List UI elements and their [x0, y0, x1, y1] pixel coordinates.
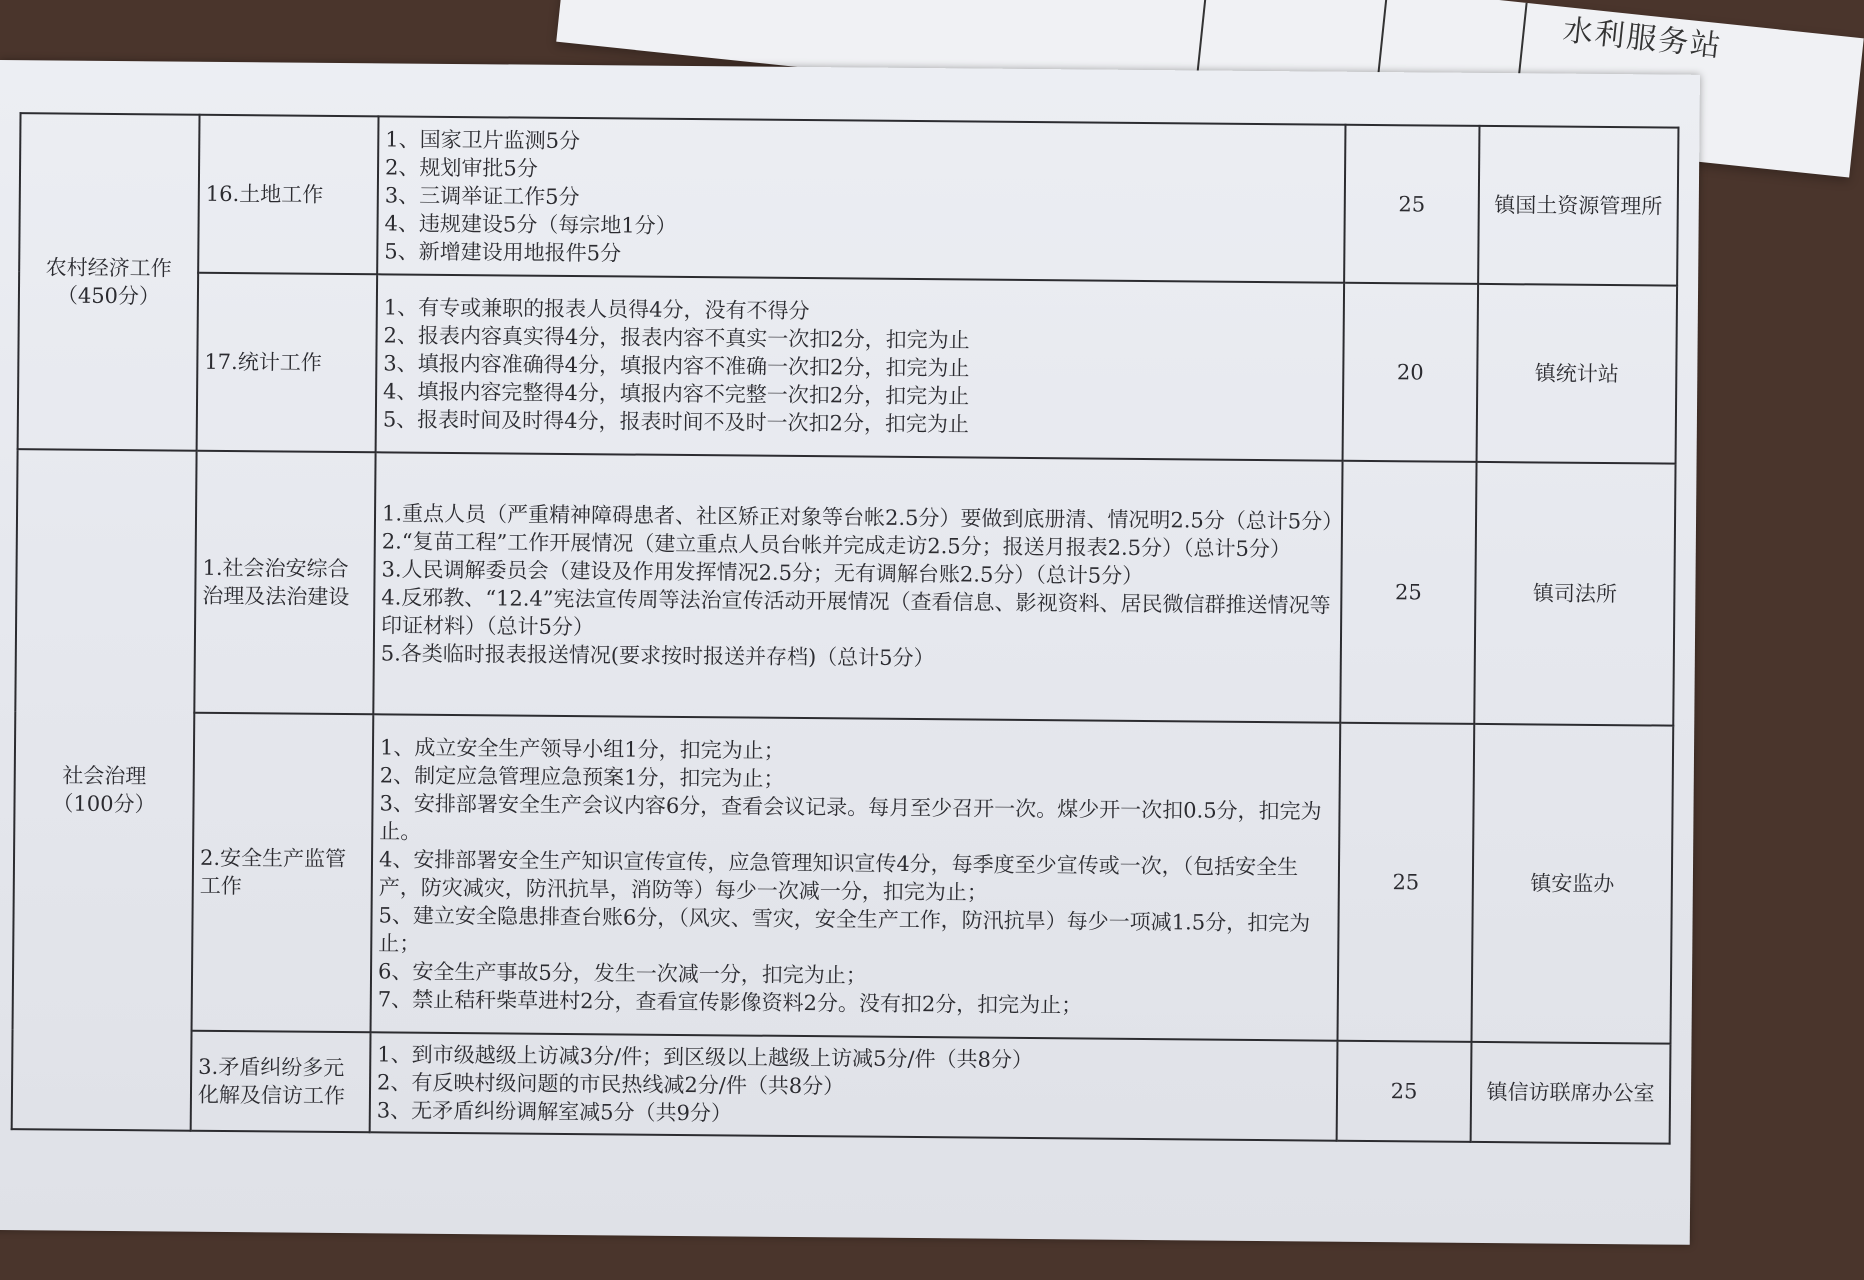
category-points: （450分）: [56, 283, 161, 309]
criteria-cell: [370, 1032, 1338, 1140]
criteria-line: 2.“复苗工程”工作开展情况（建立重点人员台帐并完成走访2.5分；报送月报表2.5分）（总计5分）: [381, 529, 1292, 562]
item-name: 3.矛盾纠纷多元化解及信访工作: [191, 1031, 371, 1133]
criteria-line: 1、到市级越级上访减3分/件；到区级以上越级上访减5分/件（共8分）: [377, 1042, 1034, 1073]
criteria-line: 3.人民调解委员会（建设及作用发挥情况2.5分；无有调解台账2.5分）（总计5分）: [381, 557, 1144, 588]
criteria-line: 2、有反映村级问题的市民热线减2分/件（共8分）: [376, 1070, 845, 1099]
score-value: 20: [1343, 283, 1479, 462]
table-row: [12, 1029, 1671, 1143]
criteria-line: 5、报表时间及时得4分，报表时间不及时一次扣2分，扣完为止: [382, 407, 970, 437]
category-label: 农村经济工作: [45, 255, 172, 281]
table-row: [19, 113, 1678, 285]
criteria-line: 1、有专或兼职的报表人员得4分，没有不得分: [383, 295, 810, 324]
criteria-line: 4、填报内容完整得4分，填报内容不完整一次扣2分，扣完为止: [383, 379, 970, 409]
criteria-line: 7、禁止秸秆柴草进村2分，查看宣传影像资料2分。没有扣2分，扣完为止；: [377, 987, 1083, 1018]
criteria-cell: [377, 116, 1345, 282]
criteria-cell: [376, 274, 1345, 460]
item-name: 1.社会治安综合治理及法治建设: [194, 451, 375, 715]
criteria-line: 4、安排部署安全生产知识宣传宣传，应急管理知识宣传4分，每季度至少宣传或一次，（包括安全生产，防灾减灾，防汛抗旱，消防等）每少一次减一分，扣完为止；: [378, 847, 1299, 905]
item-name: 17.统计工作: [197, 273, 378, 453]
criteria-line: 2、规划审批5分: [384, 155, 538, 181]
table-row: [13, 711, 1674, 1043]
document-page: [0, 60, 1700, 1245]
criteria-line: 3、无矛盾纠纷调解室减5分（共9分）: [376, 1098, 733, 1126]
criteria-line: 1.重点人员（严重精神障碍患者、社区矫正对象等台帐2.5分）要做到底册清、情况明2.5分（总计5分）: [381, 501, 1344, 534]
category-cell: [12, 449, 197, 1131]
category-points: （100分）: [52, 791, 156, 817]
table-row: [18, 271, 1677, 463]
background-sheet-text: 水利服务站: [1561, 12, 1724, 65]
score-value: 25: [1337, 723, 1474, 1042]
item-name: 2.安全生产监管工作: [192, 713, 374, 1033]
criteria-line: 4、违规建设5分（每宗地1分）: [384, 211, 677, 238]
table-row: [15, 449, 1675, 725]
category-label: 社会治理: [62, 763, 147, 789]
department-name: 镇统计站: [1477, 284, 1678, 464]
criteria-line: 1、成立安全生产领导小组1分，扣完为止；: [379, 735, 785, 763]
score-value: 25: [1337, 1041, 1472, 1142]
criteria-cell: [373, 452, 1342, 722]
score-value: 25: [1344, 125, 1479, 284]
criteria-line: 5、建立安全隐患排查台账6分，（风灾、雪灾，安全生产工作，防汛抗旱）每少一项减1.5分，扣完为止；: [378, 903, 1311, 956]
criteria-line: 5、新增建设用地报件5分: [384, 239, 622, 266]
department-name: 镇司法所: [1474, 462, 1675, 726]
criteria-line: 5.各类临时报表报送情况(要求按时报送并存档)（总计5分）: [380, 641, 935, 671]
department-name: 镇安监办: [1471, 724, 1673, 1044]
criteria-line: 6、安全生产事故5分，发生一次减一分，扣完为止；: [377, 959, 867, 988]
criteria-line: 1、国家卫片监测5分: [385, 127, 581, 154]
score-value: 25: [1340, 461, 1476, 724]
category-cell: [18, 113, 200, 451]
criteria-line: 4.反邪教、“12.4”宪法宣传周等法治宣传活动开展情况（查看信息、影视资料、居民微信群推送情况等印证材料）（总计5分）: [380, 585, 1331, 640]
criteria-cell: [371, 714, 1341, 1040]
department-name: 镇国土资源管理所: [1478, 126, 1678, 286]
criteria-line: 3、三调举证工作5分: [384, 183, 580, 210]
criteria-line: 2、制定应急管理应急预案1分，扣完为止；: [379, 763, 785, 791]
item-name: 16.土地工作: [198, 115, 378, 275]
criteria-line: 2、报表内容真实得4分，报表内容不真实一次扣2分，扣完为止: [383, 323, 970, 353]
criteria-line: 3、安排部署安全生产会议内容6分，查看会议记录。每月至少召开一次。煤少开一次扣0.5分，扣完为止。: [379, 791, 1322, 844]
criteria-line: 3、填报内容准确得4分，填报内容不准确一次扣2分，扣完为止: [383, 351, 970, 381]
assessment-table: [11, 112, 1680, 1144]
department-name: 镇信访联席办公室: [1471, 1042, 1671, 1144]
